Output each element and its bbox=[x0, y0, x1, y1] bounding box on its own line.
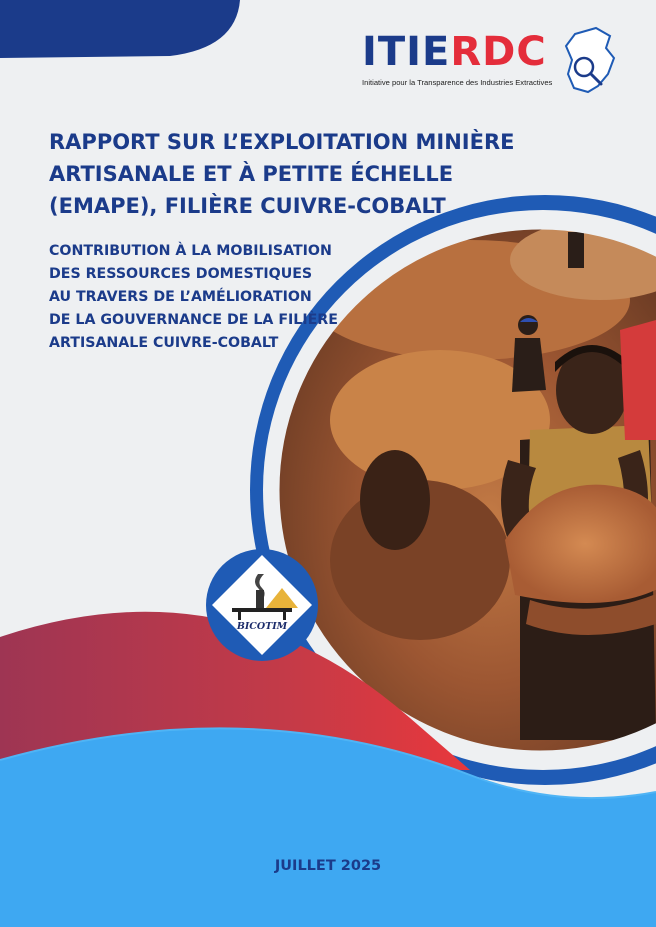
title-line-1: RAPPORT SUR L’EXPLOITATION MINIÈRE bbox=[49, 130, 515, 154]
report-title bbox=[49, 126, 529, 222]
bicotim-text: BICOTIM bbox=[236, 621, 288, 632]
report-subtitle bbox=[49, 240, 389, 355]
subtitle-line-1: CONTRIBUTION À LA MOBILISATION bbox=[49, 243, 332, 259]
subtitle-line-3: AU TRAVERS DE L’AMÉLIORATION bbox=[49, 289, 312, 305]
logo-caption: Initiative pour la Transparence des Industries Extractives bbox=[362, 78, 553, 87]
corner-shape-top bbox=[0, 0, 240, 58]
logo-part-blue: ITIE bbox=[362, 29, 451, 75]
publication-date: JUILLET 2025 bbox=[274, 858, 382, 874]
bicotim-logo bbox=[206, 549, 318, 661]
subtitle-line-5: ARTISANALE CUIVRE-COBALT bbox=[49, 335, 279, 351]
logo-part-red: RDC bbox=[450, 29, 547, 75]
subtitle-line-4: DE LA GOUVERNANCE DE LA FILIÈRE bbox=[49, 312, 338, 328]
title-line-2: ARTISANALE ET À PETITE ÉCHELLE bbox=[49, 162, 454, 186]
subtitle-line-2: DES RESSOURCES DOMESTIQUES bbox=[49, 266, 313, 282]
itie-rdc-logo bbox=[362, 24, 622, 96]
title-line-3: (EMAPE), FILIÈRE CUIVRE-COBALT bbox=[49, 194, 446, 218]
logo-wordmark bbox=[362, 30, 547, 74]
